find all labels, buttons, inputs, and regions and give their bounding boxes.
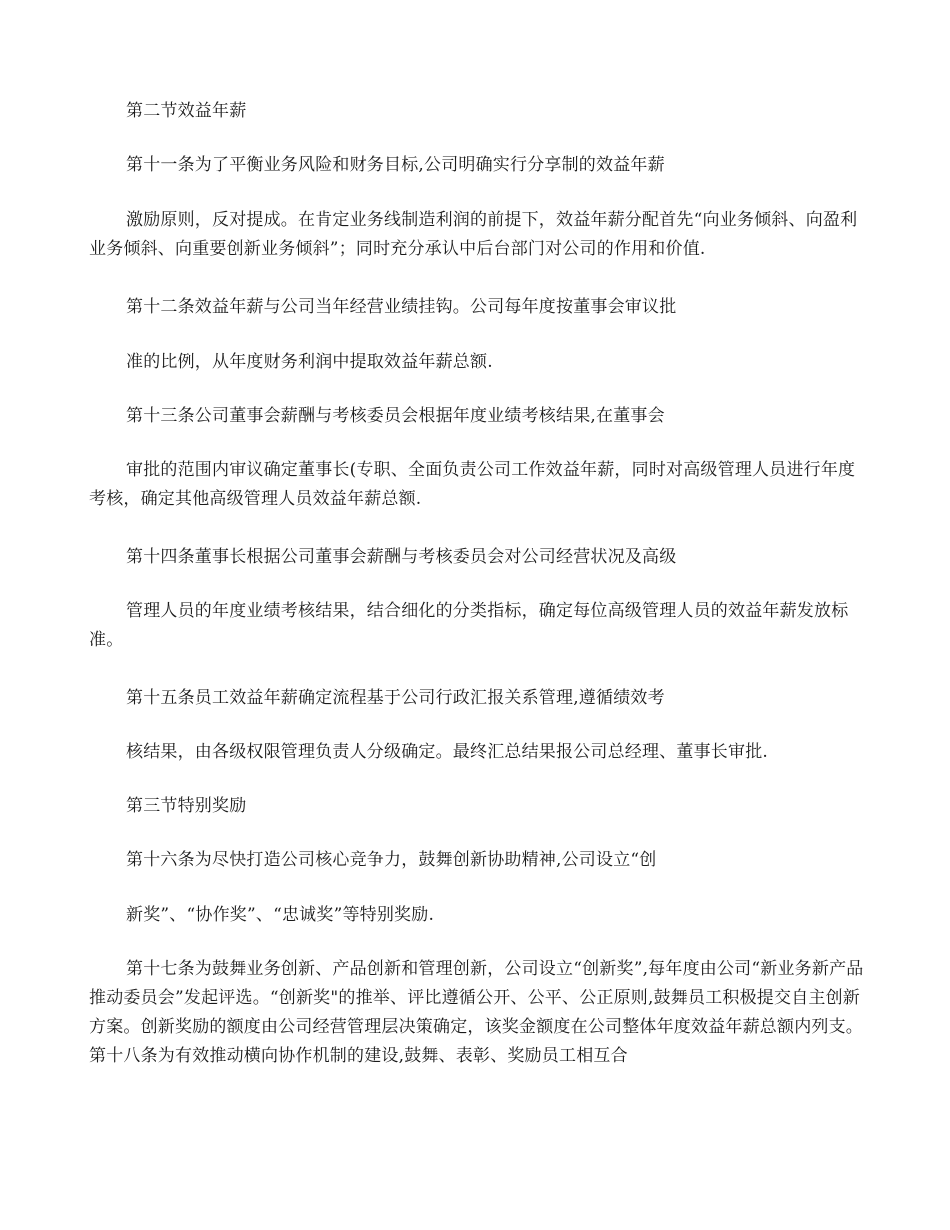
article-13-line: 第十三条公司董事会薪酬与考核委员会根据年度业绩考核结果,在董事会	[126, 406, 665, 426]
article-15-line: 第十五条员工效益年薪确定流程基于公司行政汇报关系管理,遵循绩效考	[126, 688, 665, 708]
article-16-body: 新奖”、“协作奖”、“忠诚奖”等特别奖励.	[126, 905, 435, 925]
article-14-line: 第十四条董事长根据公司董事会薪酬与考核委员会对公司经营状况及高级	[126, 547, 677, 567]
article-11-body: 激励原则，反对提成。在肯定业务线制造利润的前提下，效益年薪分配首先“向业务倾斜、向盈利业务倾斜、向重要创新业务倾斜”；同时充分承认中后台部门对公司的作用和价值.	[89, 210, 858, 259]
article-16-line: 第十六条为尽快打造公司核心竞争力，鼓舞创新协助精神,公司设立“创	[126, 850, 657, 870]
article-15-body: 核结果，由各级权限管理负责人分级确定。最终汇总结果报公司总经理、董事长审批.	[126, 742, 769, 762]
article-11-line: 第十一条为了平衡业务风险和财务目标,公司明确实行分享制的效益年薪	[126, 155, 665, 175]
article-12-body: 准的比例，从年度财务利润中提取效益年薪总额.	[126, 352, 493, 372]
section-heading-performance-salary: 第二节效益年薪	[126, 101, 247, 121]
article-17-body: 第十七条为鼓舞业务创新、产品创新和管理创新，公司设立“创新奖”,每年度由公司“新业务新产品推动委员会”发起评选。“创新奖"的推举、评比遵循公开、公平、公正原则,鼓舞员工积极提交自主创新方案。创新奖励的额度由公司经营管理层决策确定，该奖金额度在公司整体年度效益年薪总额内列支。第十八条为有效推动横向协作机制的建设,鼓舞、表彰、奖励员工相互合	[89, 959, 864, 1066]
article-13-body: 审批的范围内审议确定董事长(专职、全面负责公司工作效益年薪，同时对高级管理人员进行年度考核，确定其他高级管理人员效益年薪总额.	[89, 460, 856, 509]
article-12-line: 第十二条效益年薪与公司当年经营业绩挂钩。公司每年度按董事会审议批	[126, 297, 677, 317]
section-heading-special-awards: 第三节特别奖励	[126, 796, 247, 816]
article-14-body: 管理人员的年度业绩考核结果，结合细化的分类指标，确定每位高级管理人员的效益年薪发放标准。	[89, 601, 849, 650]
